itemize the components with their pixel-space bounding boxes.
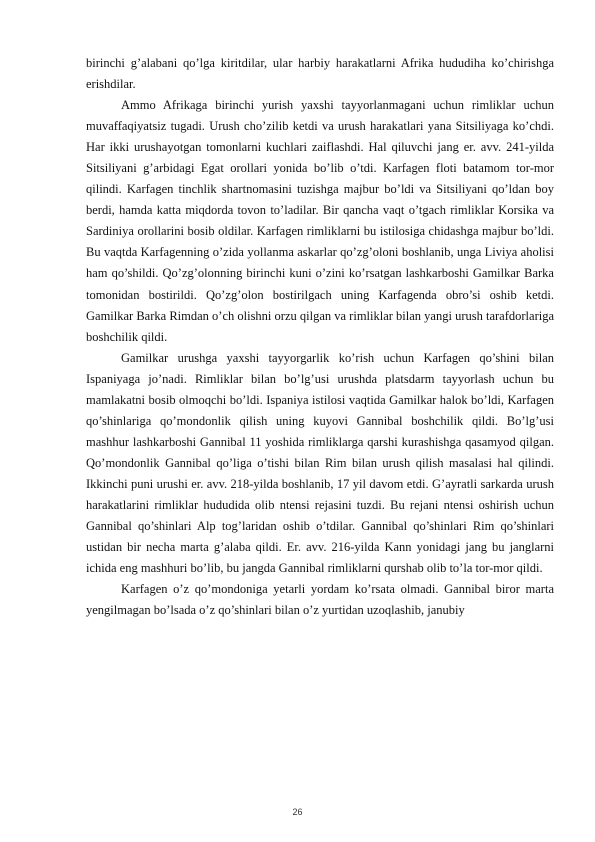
paragraph-1: birinchi g’alabani qo’lga kiritdilar, ular harbiy harakatlarni Afrika hududiha ko’chirishga erishdilar. xyxy=(86,56,554,92)
document-body xyxy=(86,53,554,621)
paragraph-4: Karfagen o’z qo’mondoniga yetarli yordam ko’rsata olmadi. Gannibal biror marta yengilmagan bo’lsada o’z qo’shinlari bilan o’z yurtidan uzoqlashib, janubiy xyxy=(86,582,554,618)
paragraph-3: Gamilkar urushga yaxshi tayyorgarlik ko’rish uchun Karfagen qo’shini bilan Ispaniyaga jo’nadi. Rimliklar bilan bo’lg’usi urushda platsdarm tayyorlash uchun bu mamlakatni bosib olmoqchi bo’ldi. Ispaniya istilosi vaqtida Gamilkar halok bo’ldi, Karfagen qo’shinlariga qo’mondonlik qilish uning kuyovi Gannibal boshchilik qildi. Bo’lg’usi mashhur lashkarboshi Gannibal 11 yoshida rimliklarga qarshi kurashishga qasamyod qilgan. Qo’mondonlik Gannibal qo’liga o’tishi bilan Rim bilan urush qilish masalasi hal qilindi. Ikkinchi puni urushi er. avv. 218-yilda boshlanib, 17 yil davom etdi. G’ayratli sarkarda urush harakatlarini rimliklar hududida olib ntensi rejasini tuzdi. Bu rejani ntensi oshirish uchun Gannibal qo’shinlari Alp tog’laridan oshib o’tdilar. Gannibal qo’shinlari Rim qo’shinlari ustidan bir necha marta g’alaba qildi. Er. avv. 216-yilda Kann yonidagi jang bu janglarni ichida eng mashhuri bo’lib, bu jangda Gannibal rimliklarni qurshab olib to’la tor-mor qildi. xyxy=(86,350,554,576)
page-number: 26 xyxy=(292,807,303,817)
paragraph-2: Ammo Afrikaga birinchi yurish yaxshi tayyorlanmagani uchun rimliklar uchun muvaffaqiyatsiz tugadi. Urush cho’zilib ketdi va urush harakatlari yana Sitsiliyaga ko’chdi. Har ikki urushayotgan tomonlarni kuchlari zaiflashdi. Hal qiluvchi jang er. avv. 241-yilda Sitsiliyani g’arbidagi Egat orollari yonida bo’lib o’tdi. Karfagen floti batamom tor-mor qilindi. Karfagen tinchlik shartnomasini tuzishga majbur bo’ldi va Sitsiliyani qo’ldan boy berdi, hamda katta miqdorda tovon to’ladilar. Bir qancha vaqt o’tgach rimliklar Korsika va Sardiniya orollarini bosib oldilar. Karfagen rimliklarni bu istilosiga chidashga majbur bo’ldi. Bu vaqtda Karfagenning o’zida yollanma askarlar qo’zg’oloni boshlanib, unga Liviya aholisi ham qo’shildi. Qo’zg’olonning birinchi kuni o’zini ko’rsatgan lashkarboshi Gamilkar Barka tomonidan bostirildi. Qo’zg’olon bostirilgach uning Karfagenda obro’si oshib ketdi. Gamilkar Barka Rimdan o’ch olishni orzu qilgan va rimliklar bilan yangi urush tarafdorlariga boshchilik qildi. xyxy=(86,98,554,344)
